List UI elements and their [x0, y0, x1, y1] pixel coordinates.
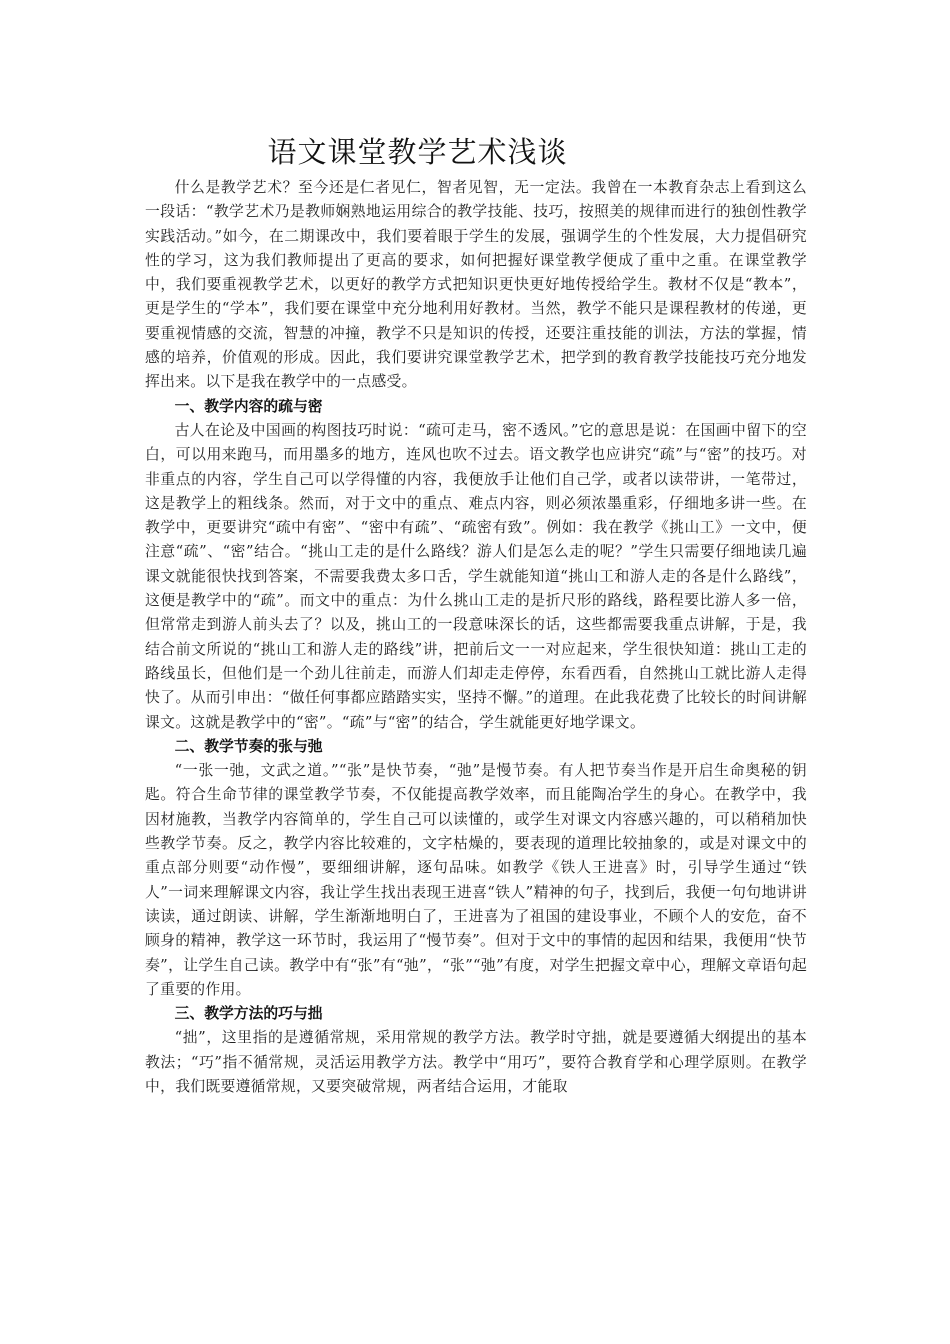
- section-paragraph-2: “一张一弛，文武之道。”“张”是快节奏，“弛”是慢节奏。有人把节奏当作是开启生命奥秘的钥匙。符合生命节律的课堂教学节奏，不仅能提高教学效率，而且能陶冶学生的身心。在教学中，我因材施教，当教学内容简单的，学生自己可以读懂的，或学生对课文内容感兴趣的，可以稍稍加快些教学节奏。反之，教学内容比较难的，文字枯燥的，要表现的道理比较抽象的，或是对课文中的重点部分则要“动作慢”，要细细讲解，逐句品味。如教学《铁人王进喜》时，引导学生通过“铁人”一词来理解课文内容，我让学生找出表现王进喜“铁人”精神的句子，找到后，我便一句句地讲讲读读，通过朗读、讲解，学生渐渐地明白了，王进喜为了祖国的建设事业，不顾个人的安危，奋不顾身的精神，教学这一环节时，我运用了“慢节奏”。但对于文中的事情的起因和结果，我便用“快节奏”，让学生自己读。教学中有“张”有“弛”，“张”“弛”有度，对学生把握文章中心，理解文章语句起了重要的作用。: [145, 762, 807, 998]
- section-heading-2: 二、教学节奏的张与弛: [174, 737, 323, 755]
- section-heading-3: 三、教学方法的巧与拙: [174, 1005, 323, 1023]
- intro-paragraph: 什么是教学艺术？至今还是仁者见仁，智者见智，无一定法。我曾在一本教育杂志上看到这么一段话：“教学艺术乃是教师娴熟地运用综合的教学技能、技巧，按照美的规律而进行的独创性教学实践活动。”如今，在二期课改中，我们要着眼于学生的发展，强调学生的个性发展，大力提倡研究性的学习，这为我们教师提出了更高的要求，如何把握好课堂教学便成了重中之重。在课堂教学中，我们要重视教学艺术，以更好的教学方式把知识更快更好地传授给学生。教材不仅是“教本”，更是学生的“学本”，我们要在课堂中充分地利用好教材。当然，教学不能只是课程教材的传递，更要重视情感的交流，智慧的冲撞，教学不只是知识的传授，还要注重技能的训法，方法的掌握，情感的培养，价值观的形成。因此，我们要讲究课堂教学艺术，把学到的教育教学技能技巧充分地发挥出来。以下是我在教学中的一点感受。: [145, 179, 807, 391]
- document-title: 语文课堂教学艺术浅谈: [267, 135, 568, 169]
- section-paragraph-1: 古人在论及中国画的构图技巧时说：“疏可走马，密不透风。”它的意思是说：在国画中留下的空白，可以用来跑马，而用墨多的地方，连风也吹不过去。语文教学也应讲究“疏”与“密”的技巧。对非重点的内容，学生自己可以学得懂的内容，我便放手让他们自己学，或者以读带讲，一笔带过，这是教学上的粗线条。然而，对于文中的重点、难点内容，则必须浓墨重彩，仔细地多讲一些。在教学中，更要讲究“疏中有密”、“密中有疏”、“疏密有致”。例如：我在教学《挑山工》一文中，便注意“疏”、“密”结合。“挑山工走的是什么路线？游人们是怎么走的呢？”学生只需要仔细地读几遍课文就能很快找到答案，不需要我费太多口舌，学生就能知道“挑山工和游人走的各是什么路线”，这便是教学中的“疏”。而文中的重点：为什么挑山工走的是折尺形的路线，路程要比游人多一倍，但常常走到游人前头去了？以及，挑山工的一段意味深长的话，这些都需要我重点讲解，于是，我结合前文所说的“挑山工和游人走的路线”讲，把前后文一一对应起来，学生很快知道：挑山工走的路线虽长，但他们是一个劲儿往前走，而游人们却走走停停，东看西看，自然挑山工就比游人走得快了。从而引申出：“做任何事都应踏踏实实，坚持不懈。”的道理。在此我花费了比较长的时间讲解课文。这就是教学中的“密”。“疏”与“密”的结合，学生就能更好地学课文。: [145, 421, 807, 731]
- section-heading-1: 一、教学内容的疏与密: [174, 397, 323, 415]
- section-paragraph-3: “拙”，这里指的是遵循常规，采用常规的教学方法。教学时守拙，就是要遵循大纲提出的基本教法；“巧”指不循常规，灵活运用教学方法。教学中“用巧”，要符合教育学和心理学原则。在教学中，我们既要遵循常规，又要突破常规，两者结合运用，才能取: [145, 1029, 807, 1095]
- document-body: [145, 176, 807, 1099]
